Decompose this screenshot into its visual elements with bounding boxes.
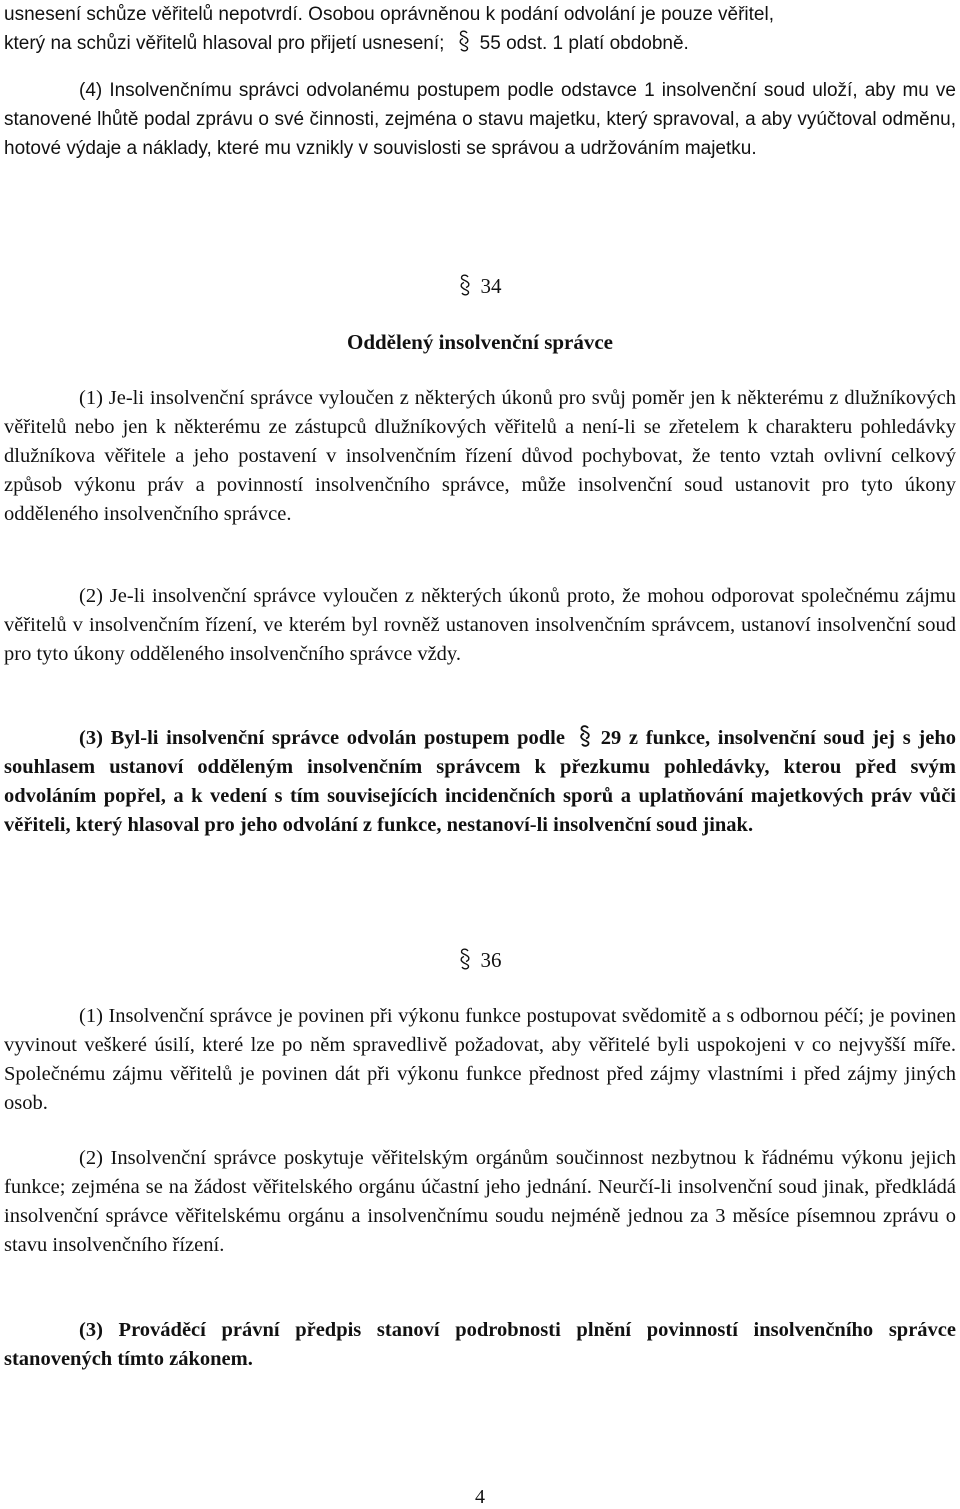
section-34-paragraph-3: (3) Byl-li insolvenční správce odvolán postupem podle 29 z funkce, insolvenční soud jej s jeho souhlasem ustanoví odděleným insolvenčním správcem k přezkumu pohledávky, kterou před svým odvoláním popřel, a k vedení s tím souvisejících incidenčních sporů a uplatňování majetkových práv vůči věřiteli, který hlasoval pro jeho odvolání z funkce, nestanoví-li insolvenční soud jinak. (4, 727, 956, 836)
paragraph-4: (4) Insolvenčnímu správci odvolanému postupem podle odstavce 1 insolvenční soud uloží, aby mu ve stanovené lhůtě podal zprávu o své činnosti, zejména o stavu majetku, který spravoval, a aby vyúčtoval odměnu, hotové výdaje a náklady, které mu vznikly v souvislosti se správou a udržováním majetku. (4, 80, 956, 159)
section-36-paragraph-2: (2) Insolvenční správce poskytuje věřitelským orgánům součinnost nezbytnou k řádnému výkonu jejich funkce; zejména se na žádost věřitelského orgánu účastní jeho jednání. Neurčí-li insolvenční soud jinak, předkládá insolvenční správce věřitelskému orgánu a insolvenčnímu soudu nejméně jednou za 3 měsíce písemnou zprávu o stavu insolvenčního řízení. (4, 1147, 956, 1256)
section-sign-icon (579, 725, 591, 747)
section-34-title: Oddělený insolvenční správce (346, 330, 614, 354)
section-36-number: 36 (0, 948, 960, 973)
continuation-line-1: usnesení schůze věřitelů nepotvrdí. Osobou oprávněnou k podání odvolání je pouze věřitel, (4, 4, 775, 25)
section-36-paragraph-3: (3) Prováděcí právní předpis stanoví podrobnosti plnění povinností insolvenčního správce stanovených tímto zákonem. (4, 1319, 956, 1370)
section-34-paragraph-1: (1) Je-li insolvenční správce vyloučen z některých úkonů pro svůj poměr jen k některému z dlužníkových věřitelů nebo jen k některému ze zástupců dlužníkových věřitelů a není-li se zřetelem k charakteru pohledávky dlužníkova věřitele a jeho postavení v insolvenčním řízení důvod pochybovat, že tento vztah ovlivní celkový způsob výkonu práv a povinností insolvenčního správce, může insolvenční soud ustanovit pro tyto úkony odděleného insolvenčního správce. (4, 387, 956, 525)
section-34-paragraph-2: (2) Je-li insolvenční správce vyloučen z některých úkonů proto, že mohou odporovat společnému zájmu věřitelů v insolvenčním řízení, ve kterém byl rovněž ustanoven insolvenčním správcem, ustanoví insolvenční soud pro tyto úkony odděleného insolvenčního správce vždy. (4, 585, 956, 665)
section-34-number: 34 (0, 274, 960, 299)
continuation-text (4, 0, 956, 58)
section-sign-icon (458, 30, 470, 52)
page-number: 4 (475, 1486, 485, 1508)
continuation-line-2: který na schůzi věřitelů hlasoval pro přijetí usnesení; 55 odst. 1 platí obdobně. (4, 29, 956, 58)
section-sign-icon (459, 274, 471, 296)
section-sign-icon (459, 948, 471, 970)
section-36-paragraph-1: (1) Insolvenční správce je povinen při výkonu funkce postupovat svědomitě a s odbornou péčí; je povinen vyvinout veškeré úsilí, které lze po něm spravedlivě požadovat, aby věřitelé byli uspokojeni v co nejvyšší míře. Společnému zájmu věřitelů je povinen dát při výkonu funkce přednost před zájmy vlastními i před zájmy jiných osob. (4, 1005, 956, 1114)
